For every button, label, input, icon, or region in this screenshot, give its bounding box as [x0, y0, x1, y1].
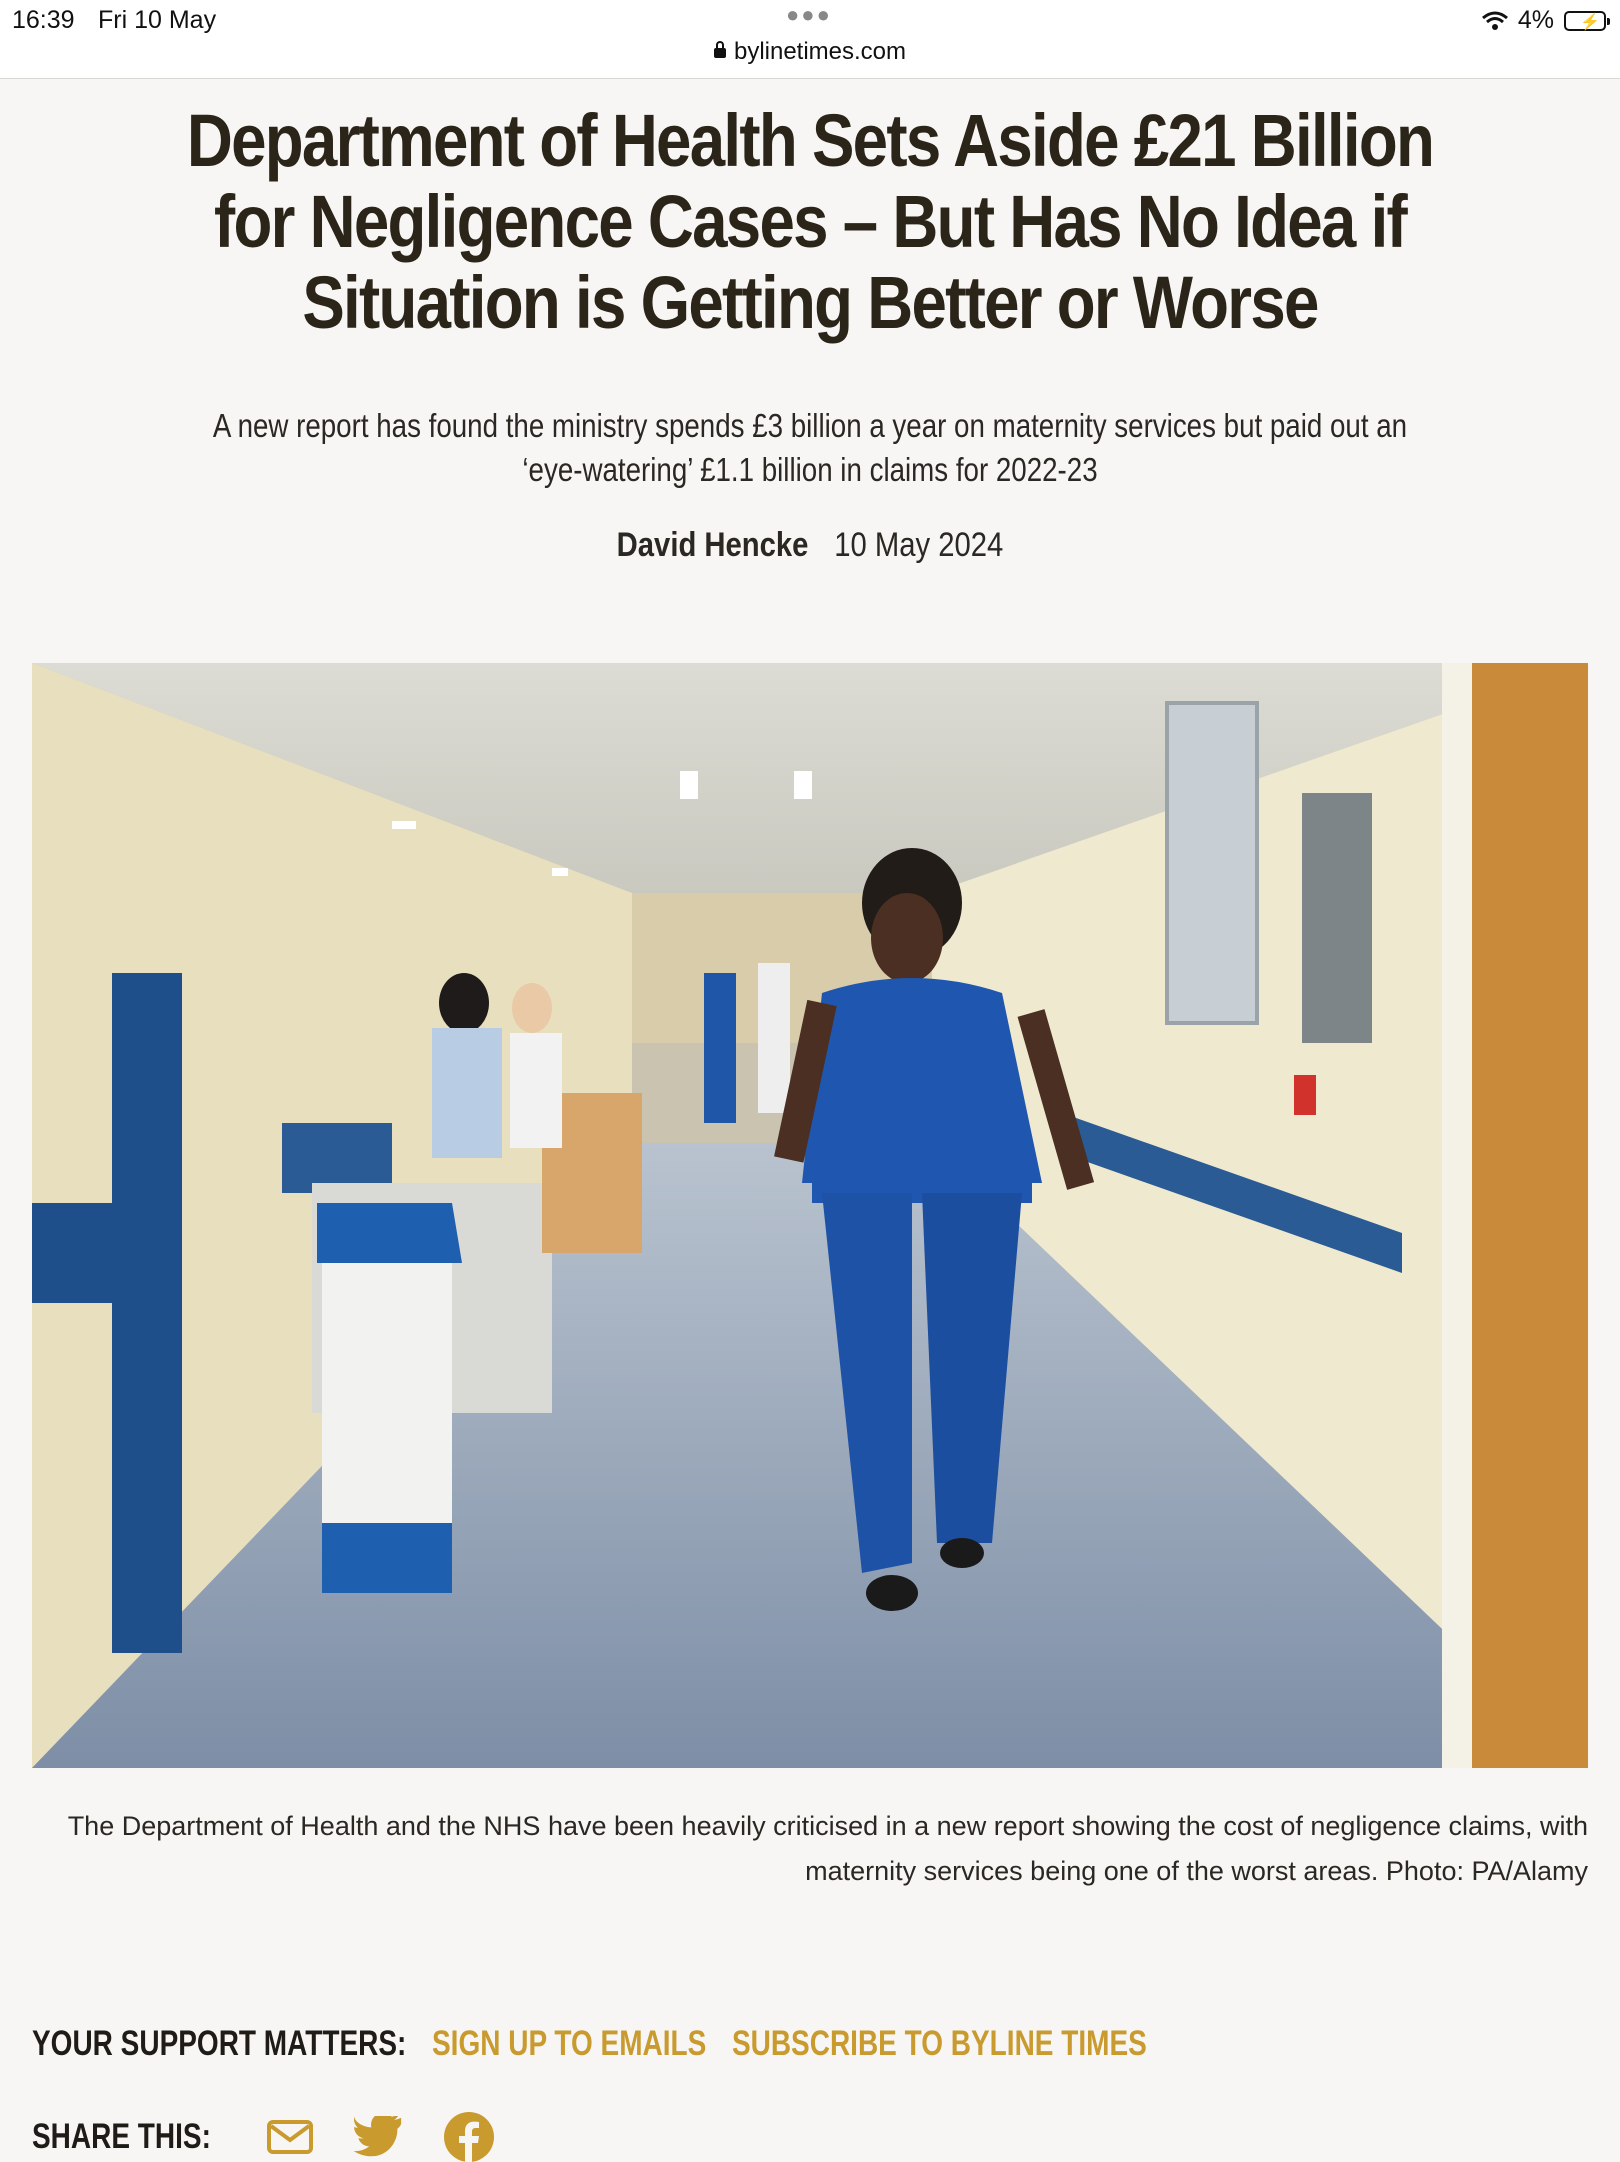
author-link[interactable]: David Hencke [616, 526, 809, 564]
byline [113, 526, 1506, 565]
status-date: Fri 10 May [98, 6, 217, 34]
article-standfirst: A new report has found the ministry spends £3 billion a year on maternity services but paid out an ‘eye-watering’ £1.1 billion in claims for 2022-23 [212, 407, 1408, 488]
photo-caption: The Department of Health and the NHS have been heavily criticised in a new report showing the cost of negligence claims, with maternity services being one of the worst areas. Photo: PA/Alamy [67, 1811, 1588, 1886]
address-bar[interactable] [0, 38, 1620, 66]
hospital-corridor-illustration [32, 663, 1588, 1768]
twitter-icon[interactable] [354, 2116, 404, 2158]
subscribe-link[interactable]: SUBSCRIBE TO BYLINE TIMES [731, 2024, 1147, 2063]
status-indicators [1482, 6, 1606, 35]
status-bar [0, 0, 1620, 79]
article-photo [32, 663, 1588, 1768]
share-bar [32, 2112, 494, 2162]
support-label: YOUR SUPPORT MATTERS: [32, 2024, 407, 2063]
support-bar [32, 2024, 1147, 2064]
more-dots-icon[interactable]: ●●● [786, 2, 832, 27]
battery-icon: ⚡ [1564, 11, 1606, 31]
status-time: 16:39 [12, 6, 75, 34]
email-icon[interactable] [266, 2119, 314, 2155]
address-url: bylinetimes.com [733, 38, 907, 65]
signup-emails-link[interactable]: SIGN UP TO EMAILS [431, 2024, 707, 2063]
facebook-icon[interactable] [444, 2112, 494, 2162]
share-label: SHARE THIS: [32, 2117, 211, 2156]
article-headline: Department of Health Sets Aside £21 Billion for Negligence Cases – But Has No Idea if Situation is Getting Better or Worse [186, 99, 1434, 344]
wifi-icon [1482, 11, 1508, 31]
publish-date: 10 May 2024 [834, 526, 1004, 564]
battery-percent: 4% [1517, 6, 1554, 34]
lock-icon [714, 48, 726, 58]
